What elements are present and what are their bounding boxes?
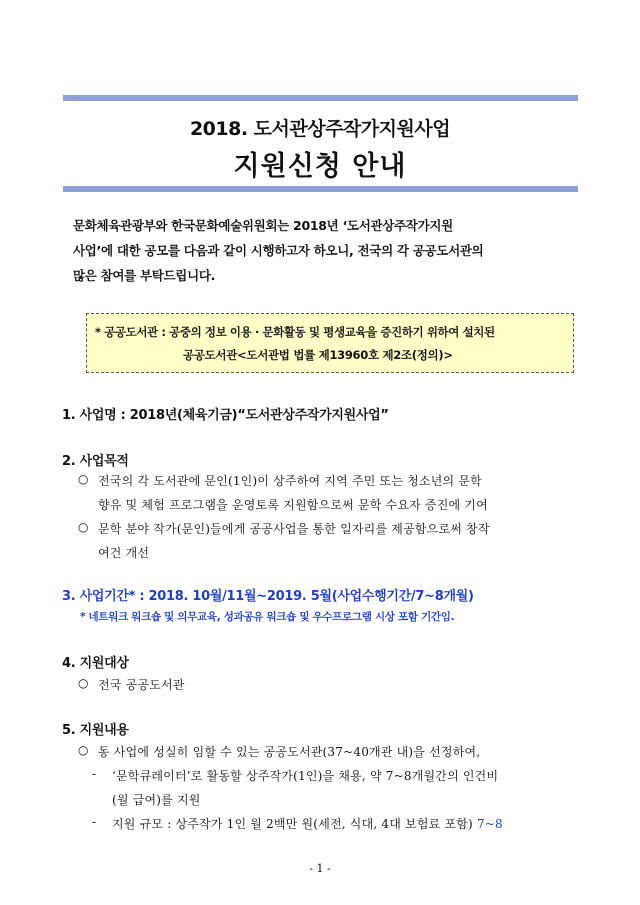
section-5-subitem-line: ‘문학큐레이터’로 활동할 상주작가(1인)을 채용, 약 7~8개월간의 인건비: [112, 769, 499, 783]
note-line: 공공도서관<도서관법 법률 제13960호 제2조(정의)>: [183, 348, 453, 362]
subitem-highlight: 7~8: [476, 817, 503, 831]
section-2-item-line: 문학 분야 작가(문인)들에게 공공사업을 통한 일자리를 제공함으로써 창작: [98, 522, 490, 536]
section-5-heading: 5. 지원내용: [62, 723, 129, 738]
section-2-item-line: 향유 및 체험 프로그램을 운영토록 지원함으로써 문학 수요자 증진에 기여: [98, 498, 488, 512]
bullet-circle: ○: [78, 520, 89, 534]
bullet-circle: ○: [78, 676, 89, 690]
intro-line: 문화체육관광부와 한국문화예술위원회는 2018년 ‘도서관상주작가지원: [73, 218, 453, 233]
intro-paragraph: [73, 213, 583, 288]
section-2-item-line: 전국의 각 도서관에 문인(1인)이 상주하여 지역 주민 또는 청소년의 문학: [98, 474, 482, 488]
section-5-subitem-line: [112, 815, 503, 832]
dash-bullet: -: [92, 815, 97, 829]
section-1-heading: 1. 사업명 : 2018년(체육기금)“도서관상주작가지원사업”: [62, 408, 389, 423]
bullet-circle: ○: [78, 472, 89, 486]
bullet-circle: ○: [78, 743, 89, 757]
section-2-item-line: 여건 개선: [98, 546, 150, 560]
page-number: - 1 -: [309, 862, 331, 875]
section-3-note: * 네트워크 워크숍 및 의무교육, 성과공유 워크숍 및 우수프로그램 시상 포함 기간임.: [80, 611, 455, 623]
section-4-heading: 4. 지원대상: [62, 656, 129, 671]
dash-bullet: -: [92, 767, 97, 781]
subitem-text: 지원 규모 : 상주작가 1인 월 2백만 원(세전, 식대, 4대 보험료 포함): [112, 817, 477, 831]
top-rule: [63, 95, 578, 101]
intro-line: 사업’에 대한 공모를 다음과 같이 시행하고자 하오니, 전국의 각 공공도서관의: [73, 243, 484, 258]
section-5-item: 동 사업에 성실히 임할 수 있는 공공도서관(37~40개관 내)을 선정하여,: [98, 745, 481, 759]
document-title: 2018. 도서관상주작가지원사업: [189, 118, 451, 140]
section-2-heading: 2. 사업목적: [62, 454, 129, 469]
section-4-item: 전국 공공도서관: [98, 678, 185, 692]
note-line: * 공공도서관 : 공중의 정보 이용 · 문화활동 및 평생교육을 증진하기 위하여 설치된: [95, 325, 495, 339]
bottom-rule: [63, 186, 578, 192]
intro-line: 많은 참여를 부탁드립니다.: [73, 268, 216, 283]
note-box: [86, 313, 574, 373]
section-5-subitem-line: (월 급여)를 지원: [112, 793, 201, 807]
section-3-heading: 3. 사업기간* : 2018. 10월/11월~2019. 5월(사업수행기간/7~8개월): [62, 589, 474, 604]
document-subtitle: 지원신청 안내: [233, 151, 407, 182]
